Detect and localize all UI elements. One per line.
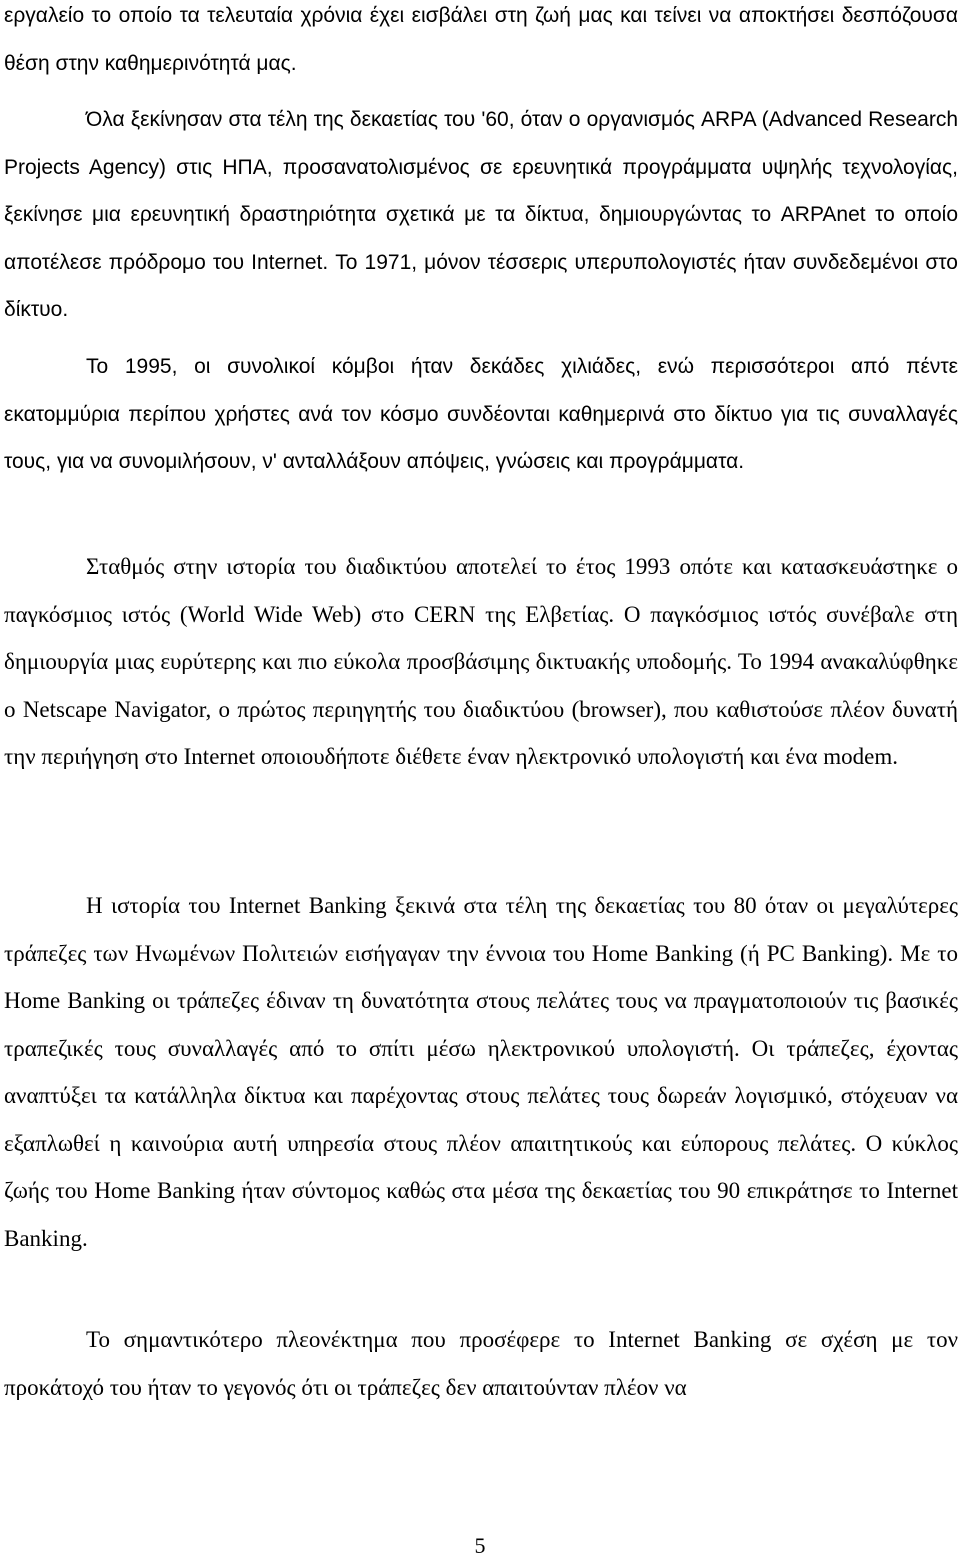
paragraph-1995-nodes: Το 1995, οι συνολικοί κόμβοι ήταν δεκάδες χιλιάδες, ενώ περισσότεροι από πέντε εκατομμύρια περίπου χρήστες ανά τον κόσμο συνδέονται καθημερινά στο δίκτυο για τις συναλλαγές τους, για να συνομιλήσουν, ν' ανταλλάξουν απόψεις, γνώσεις και προγράμματα. [4,355,958,473]
page-number: 5 [474,1533,486,1558]
paragraph-www-1993: Σταθμός στην ιστορία του διαδικτύου αποτελεί το έτος 1993 οπότε και κατασκευάστηκε ο παγκόσμιος ιστός (World Wide Web) στο CERN της Ελβετίας. Ο παγκόσμιος ιστός συνέβαλε στη δημιουργία μιας ευρύτερης και πιο εύκολα προσβάσιμης δικτυακής υποδομής. Το 1994 ανακαλύφθηκε ο Netscape Navigator, ο πρώτος περιηγητής του διαδικτύου (browser), που καθιστούσε πλέον δυνατή την περιήγηση στο Internet οποιουδήποτε διέθετε έναν ηλεκτρονικό υπολογιστή και ένα modem. [4,554,958,769]
paragraph-arpa-history: Όλα ξεκίνησαν στα τέλη της δεκαετίας του '60, όταν ο οργανισμός ARPA (Advanced Research Projects Agency) στις ΗΠΑ, προσανατολισμένος σε ερευνητικά προγράμματα υψηλής τεχνολογίας, ξεκίνησε μια ερευνητική δραστηριότητα σχετικά με τα δίκτυα, δημιουργώντας το ARPAnet το οποίο αποτέλεσε πρόδρομο του Internet. Το 1971, μόνον τέσσερις υπερυπολογιστές ήταν συνδεδεμένοι στο δίκτυο. [4,108,958,321]
paragraph-intro-continuation: εργαλείο το οποίο τα τελευταία χρόνια έχει εισβάλει στη ζωή μας και τείνει να αποκτήσει δεσπόζουσα θέση στην καθημερινότητά μας. [4,4,958,75]
paragraph-internet-banking-advantage: Το σημαντικότερο πλεονέκτημα που προσέφερε το Internet Banking σε σχέση με τον προκάτοχό του ήταν το γεγονός ότι οι τράπεζες δεν απαιτούνταν πλέον να [4,1327,958,1400]
paragraph-internet-banking-history: Η ιστορία του Internet Banking ξεκινά στα τέλη της δεκαετίας του 80 όταν οι μεγαλύτερες τράπεζες των Ηνωμένων Πολιτειών εισήγαγαν την έννοια του Home Banking (ή PC Banking). Με το Home Banking οι τράπεζες έδιναν τη δυνατότητα στους πελάτες τους να πραγματοποιούν τις βασικές τραπεζικές τους συναλλαγές από το σπίτι μέσω ηλεκτρονικού υπολογιστή. Οι τράπεζες, έχοντας αναπτύξει τα κατάλληλα δίκτυα και παρέχοντας στους πελάτες τους δωρεάν λογισμικό, στόχευαν να εξαπλωθεί η καινούρια αυτή υπηρεσία στους πλέον απαιτητικούς και εύπορους πελάτες. Ο κύκλος ζωής του Home Banking ήταν σύντομος καθώς στα μέσα της δεκαετίας του 90 επικράτησε το Internet Banking. [4,893,958,1251]
